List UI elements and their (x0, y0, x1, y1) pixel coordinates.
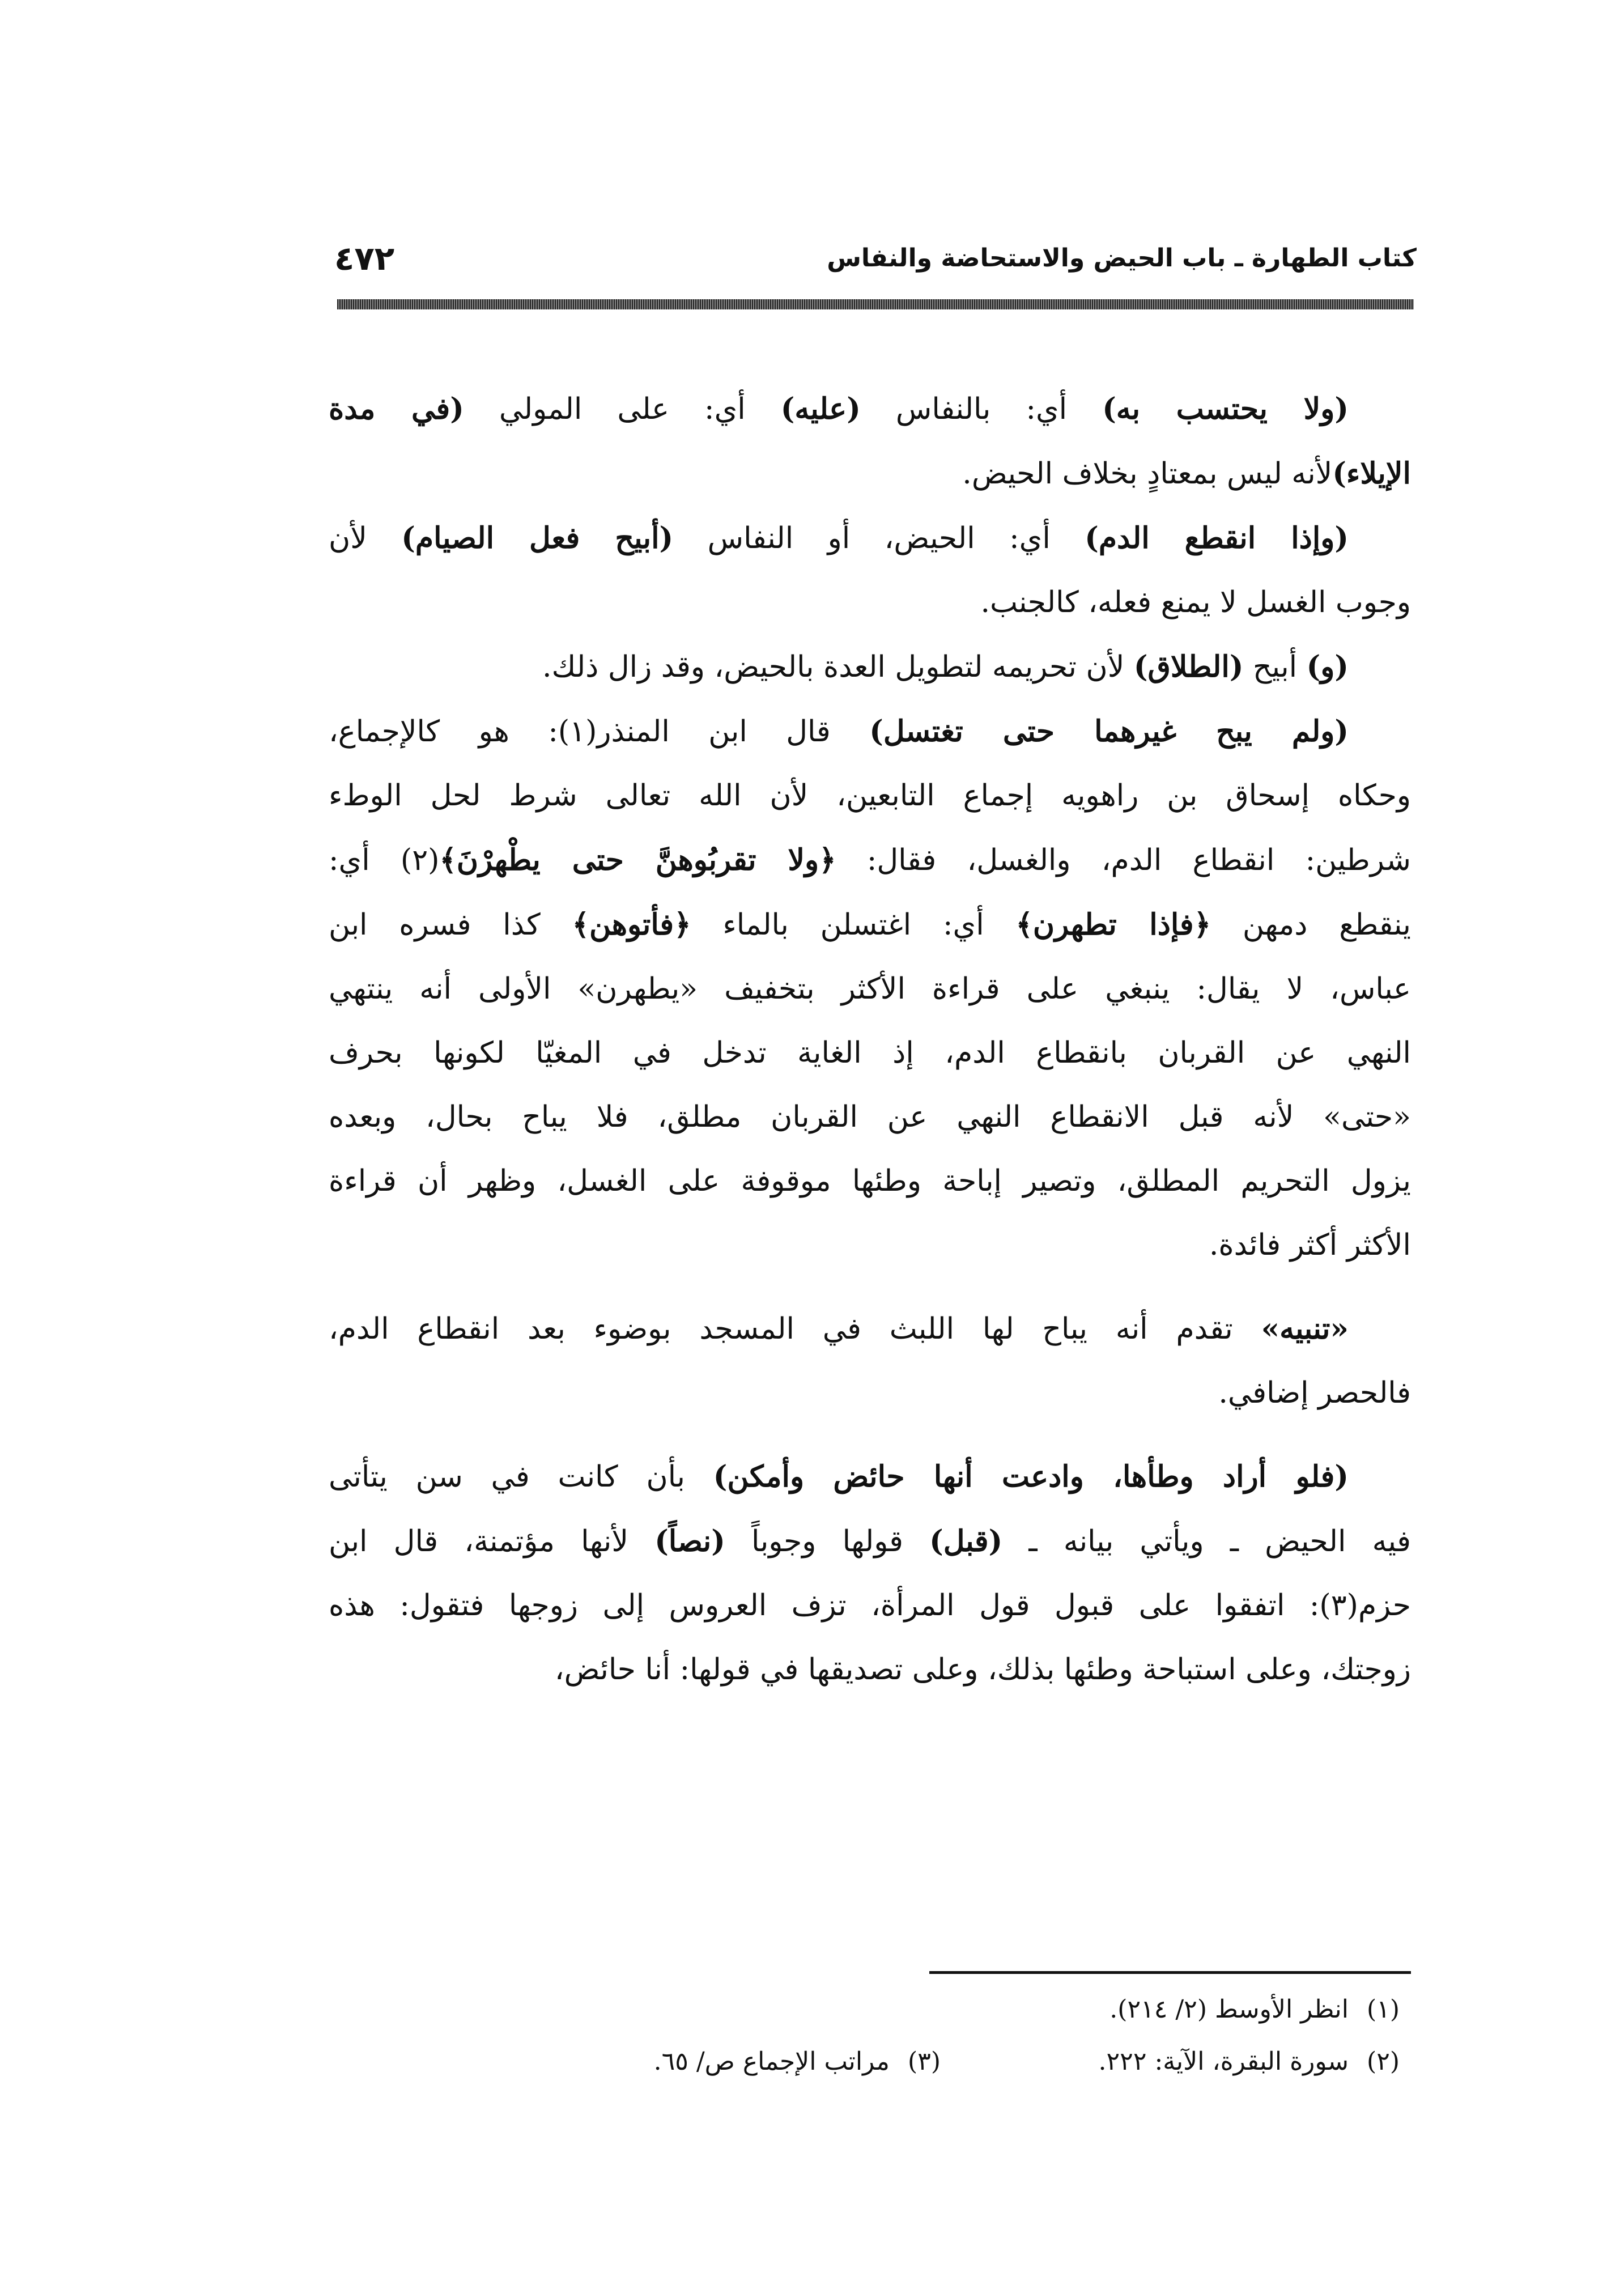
text-line (329, 506, 1411, 571)
text-segment: بأن كانت في سن يتأتى (329, 1460, 713, 1494)
text-line (329, 441, 1411, 506)
text-line (329, 571, 1411, 635)
footnote-2 (1099, 2036, 1400, 2088)
footnote-text: سورة البقرة، الآية: ٢٢٢. (1098, 2047, 1349, 2076)
text-line (329, 957, 1411, 1021)
bold-segment: (أبيح فعل الصيام) (401, 521, 674, 555)
text-line (329, 893, 1411, 957)
paragraph (329, 377, 1411, 506)
text-segment: قولها وجوباً (725, 1525, 930, 1559)
text-line (329, 1021, 1411, 1085)
running-header (329, 239, 1417, 295)
text-line (329, 377, 1411, 441)
text-segment: كذا فسره ابن (329, 908, 572, 942)
text-line (329, 699, 1411, 764)
text-line (329, 1213, 1411, 1277)
paragraph (329, 699, 1411, 1277)
paragraph (329, 635, 1411, 699)
text-segment: عباس، لا يقال: ينبغي على قراءة الأكثر بتخفيف «يطهرن» الأولى أنه ينتهي (329, 972, 1411, 1006)
text-segment: أي: على المولي (464, 392, 781, 426)
text-line (329, 1509, 1411, 1574)
bold-segment: ﴿ولا تقربُوهنَّ حتى يطْهرْنَ﴾ (439, 843, 836, 877)
text-line (329, 1361, 1411, 1425)
text-segment: حزم(٣): اتفقوا على قبول قول المرأة، تزف العروس إلى زوجها فتقول: هذه (329, 1589, 1411, 1623)
main-text (329, 377, 1411, 1702)
bold-segment: (ولا يحتسب به) (1102, 392, 1349, 426)
bold-segment: ﴿فأتوهن﴾ (572, 907, 691, 942)
text-segment: النهي عن القربان بانقطاع الدم، إذ الغاية تدخل في المغيّا لكونها بحرف (329, 1036, 1411, 1070)
footnote-number: (٢) (1367, 2047, 1400, 2076)
text-segment: لأنه ليس بمعتادٍ بخلاف الحيض. (962, 457, 1333, 491)
footnote-text: انظر الأوسط (٢/ ٢١٤). (1109, 1995, 1349, 2024)
text-line (329, 828, 1411, 893)
bold-segment: (في مدة (329, 392, 464, 426)
bold-segment: (نصاً) (654, 1524, 725, 1559)
text-segment: قال ابن المنذر(١): هو كالإجماع، (329, 715, 870, 749)
paragraph-gap (329, 1277, 1411, 1297)
footnote-number: (٣) (908, 2047, 941, 2076)
text-segment: أي: بالنفاس (860, 392, 1103, 426)
text-segment: شرطين: انقطاع الدم، والغسل، فقال: (836, 843, 1412, 877)
bold-segment: (عليه) (780, 392, 861, 426)
footnote-separator (929, 1971, 1411, 1974)
page-number: ٤٧٢ (334, 239, 395, 278)
text-line (329, 1149, 1411, 1213)
paragraph (329, 506, 1411, 635)
footnote-text: مراتب الإجماع ص/ ٦٥. (653, 2047, 890, 2076)
bold-segment: (و) (1306, 649, 1349, 684)
footnote-number: (١) (1367, 1995, 1400, 2024)
text-segment: وحكاه إسحاق بن راهويه إجماع التابعين، لأن الله تعالى شرط لحل الوطء (329, 779, 1411, 813)
text-segment: أي: اغتسلن بالماء (691, 908, 1016, 942)
bold-segment: (وإذا انقطع الدم) (1085, 521, 1349, 555)
bold-segment: (فلو أراد وطأها، وادعت أنها حائض وأمكن) (713, 1459, 1349, 1494)
bold-segment: (قبل) (929, 1524, 1003, 1559)
text-line (329, 1638, 1411, 1702)
text-segment: تقدم أنه يباح لها اللبث في المسجد بوضوء بعد انقطاع الدم، (329, 1312, 1261, 1346)
text-line (329, 1574, 1411, 1638)
text-segment: (٢) أي: (329, 843, 440, 877)
text-line (329, 1085, 1411, 1149)
text-line (329, 635, 1411, 699)
text-line (329, 764, 1411, 828)
paragraph-gap (329, 1425, 1411, 1445)
text-segment: ينقطع دمهن (1211, 908, 1411, 942)
bold-segment: ﴿فإذا تطهرن﴾ (1015, 907, 1211, 942)
bold-segment: (الطلاق) (1133, 649, 1244, 684)
bold-segment: «تنبيه» (1261, 1311, 1349, 1346)
footnote-3 (654, 2036, 941, 2088)
text-segment: يزول التحريم المطلق، وتصير إباحة وطئها موقوفة على الغسل، وظهر أن قراءة (329, 1164, 1411, 1198)
text-line (329, 1445, 1411, 1509)
text-segment: فالحصر إضافي. (1218, 1376, 1411, 1410)
bold-segment: الإيلاء) (1332, 456, 1411, 491)
bold-segment: (ولم يبح غيرهما حتى تغتسل) (869, 714, 1349, 749)
text-segment: أبيح (1243, 650, 1307, 684)
text-segment: الأكثر أكثر فائدة. (1209, 1228, 1411, 1262)
text-segment: أي: الحيض، أو النفاس (673, 521, 1085, 555)
text-segment: زوجتك، وعلى استباحة وطئها بذلك، وعلى تصديقها في قولها: أنا حائض، (554, 1653, 1411, 1687)
paragraph (329, 1425, 1411, 1702)
text-line (329, 1297, 1411, 1361)
text-segment: لأن (329, 521, 402, 555)
text-segment: لأن تحريمه لتطويل العدة بالحيض، وقد زال ذلك. (542, 650, 1134, 684)
footnote-row (329, 2036, 1411, 2088)
header-rule (337, 299, 1414, 309)
text-segment: «حتى» لأنه قبل الانقطاع النهي عن القربان مطلق، فلا يباح بحال، وبعده (329, 1100, 1411, 1134)
footnote-1 (1109, 1984, 1400, 2036)
chapter-title: كتاب الطهارة ـ باب الحيض والاستحاضة والنفاس (827, 244, 1417, 273)
text-segment: لأنها مؤتمنة، قال ابن (329, 1525, 655, 1559)
paragraph (329, 1277, 1411, 1425)
footnote-row (329, 1984, 1411, 2036)
text-segment: وجوب الغسل لا يمنع فعله، كالجنب. (980, 585, 1411, 619)
text-segment: فيه الحيض ـ ويأتي بيانه ـ (1002, 1525, 1411, 1559)
footnotes (329, 1984, 1411, 2088)
